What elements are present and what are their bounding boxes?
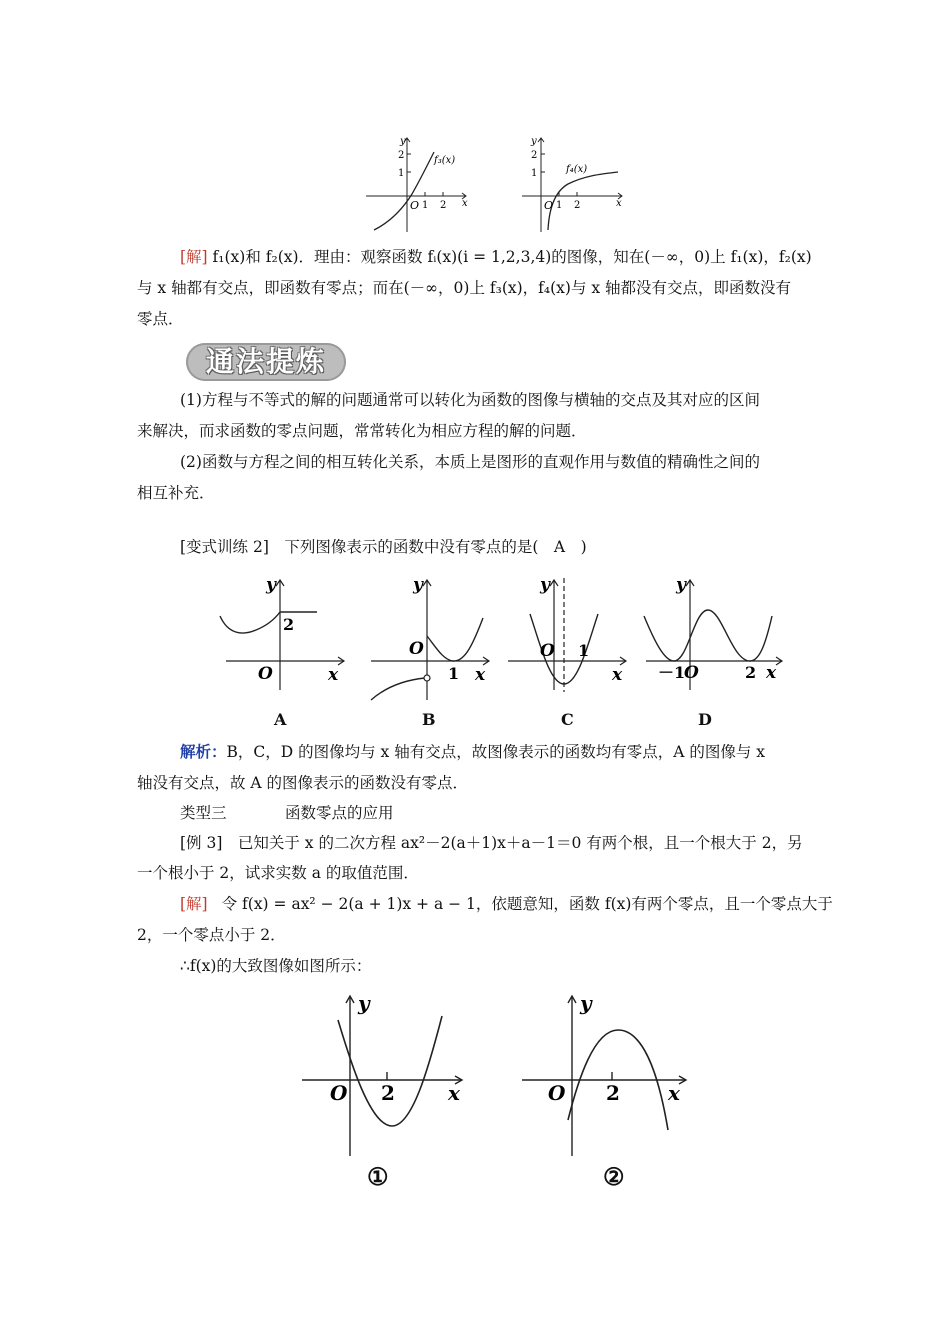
type3-heading bbox=[180, 802, 860, 824]
solution1-line2: 与 x 轴都有交点，即函数有零点；而在(－∞，0)上 f₃(x)，f₄(x)与 x 轴都没有交点，即函数没有 bbox=[137, 279, 792, 297]
axis-x-label: x bbox=[475, 665, 486, 685]
origin-label: O bbox=[410, 199, 420, 212]
section-banner: 通法提炼 bbox=[186, 343, 346, 381]
tick-x-2: 2 bbox=[440, 200, 447, 211]
value-label-minus1: －1 bbox=[658, 663, 686, 682]
method-p1-line2: 来解决，而求函数的零点问题，常常转化为相应方程的解的问题． bbox=[137, 422, 587, 440]
tick-y-1: 1 bbox=[398, 168, 405, 179]
solution-tag: [解] bbox=[180, 895, 208, 913]
axis-y-label: y bbox=[358, 991, 370, 1015]
method-p2-line2: 相互补充． bbox=[137, 484, 215, 502]
solution-text: 令 f(x) = ax² − 2(a + 1)x + a − 1，依题意知，函数 f(x)有两个零点，且一个零点大于 bbox=[221, 895, 833, 913]
graph-a-caption: A bbox=[274, 710, 287, 729]
axis-y-label: y bbox=[580, 991, 592, 1015]
figure-1 bbox=[298, 990, 470, 1160]
solution3-line3: ∴f(x)的大致图像如图所示： bbox=[180, 957, 372, 975]
exercise-line: [变式训练 2] 下列图像表示的函数中没有零点的是( A ) bbox=[180, 538, 587, 556]
example3-line2: 一个根小于 2，试求实数 a 的取值范围． bbox=[137, 864, 419, 882]
tick-label-2: 2 bbox=[606, 1081, 620, 1105]
axis-x-label: x bbox=[612, 665, 623, 685]
axis-x-label: x bbox=[328, 665, 339, 685]
solution3-line2: 2，一个零点小于 2． bbox=[137, 926, 286, 944]
figure-1-caption: ① bbox=[367, 1162, 389, 1191]
analysis-text: B，C，D 的图像均与 x 轴有交点，故图像表示的函数均有零点，A 的图像与 x bbox=[226, 743, 766, 761]
tick-x-1: 1 bbox=[556, 200, 563, 211]
graph-b-caption: B bbox=[422, 710, 436, 729]
axis-y-label: y bbox=[540, 575, 550, 595]
axis-x-label: x bbox=[668, 1081, 680, 1105]
method-p1-line1: (1)方程与不等式的解的问题通常可以转化为函数的图像与横轴的交点及其对应的区间 bbox=[180, 391, 760, 409]
tick-label-2: 2 bbox=[381, 1081, 395, 1105]
axis-y-label: y bbox=[266, 575, 276, 595]
analysis-line2: 轴没有交点，故 A 的图像表示的函数没有零点． bbox=[137, 774, 469, 792]
graph-a bbox=[212, 572, 352, 694]
value-label-1: 1 bbox=[448, 664, 460, 683]
origin-label: O bbox=[258, 664, 273, 684]
method-p2-line1: (2)函数与方程之间的相互转化关系，本质上是图形的直观作用与数值的精确性之间的 bbox=[180, 453, 760, 471]
origin-label: O bbox=[330, 1081, 348, 1105]
axis-y-label: y bbox=[413, 575, 423, 595]
axis-x-label: x bbox=[766, 663, 777, 683]
function-label: f₄(x) bbox=[566, 164, 588, 175]
axis-x-label: x bbox=[462, 198, 468, 209]
value-label-1: 1 bbox=[578, 641, 590, 660]
tick-x-1: 1 bbox=[422, 200, 429, 211]
solution-text: f₁(x)和 f₂(x)．理由：观察函数 fᵢ(x)(i = 1,2,3,4)的图像，知在(－∞，0)上 f₁(x)，f₂(x) bbox=[212, 248, 812, 266]
figure-f3 bbox=[362, 130, 474, 235]
origin-label: O bbox=[684, 663, 699, 683]
graph-d bbox=[640, 572, 788, 694]
figure-f4 bbox=[518, 130, 630, 235]
solution1-line3: 零点． bbox=[137, 310, 184, 328]
graph-b bbox=[365, 572, 495, 704]
origin-label: O bbox=[540, 641, 555, 661]
graph-c-caption: C bbox=[561, 710, 574, 729]
type3-label: 类型三 bbox=[180, 804, 227, 822]
origin-label: O bbox=[548, 1081, 566, 1105]
solution-tag: [解] bbox=[180, 248, 208, 266]
axis-x-label: x bbox=[616, 198, 622, 209]
tick-y-2: 2 bbox=[531, 150, 538, 161]
type3-title: 函数零点的应用 bbox=[285, 804, 394, 822]
axis-x-label: x bbox=[448, 1081, 460, 1105]
tick-y-1: 1 bbox=[531, 168, 538, 179]
origin-label: O bbox=[544, 199, 554, 212]
graph-c bbox=[502, 572, 632, 694]
graph-d-caption: D bbox=[698, 710, 712, 729]
analysis-line1 bbox=[180, 741, 860, 763]
axis-y-label: y bbox=[531, 136, 537, 147]
value-label-2: 2 bbox=[283, 615, 295, 634]
function-label: f₃(x) bbox=[434, 155, 456, 166]
origin-label: O bbox=[409, 639, 424, 659]
solution1-line1 bbox=[180, 246, 860, 268]
tick-y-2: 2 bbox=[398, 150, 405, 161]
tick-x-2: 2 bbox=[574, 200, 581, 211]
solution3-line1 bbox=[180, 893, 860, 915]
value-label-2: 2 bbox=[745, 663, 757, 682]
example3-line1: [例 3] 已知关于 x 的二次方程 ax²－2(a＋1)x＋a－1＝0 有两个根，且一个根大于 2，另 bbox=[180, 834, 803, 852]
figure-2-caption: ② bbox=[603, 1162, 625, 1191]
analysis-tag: 解析： bbox=[180, 742, 227, 761]
axis-y-label: y bbox=[676, 575, 686, 595]
figure-2 bbox=[518, 990, 694, 1160]
axis-y-label: y bbox=[400, 136, 406, 147]
